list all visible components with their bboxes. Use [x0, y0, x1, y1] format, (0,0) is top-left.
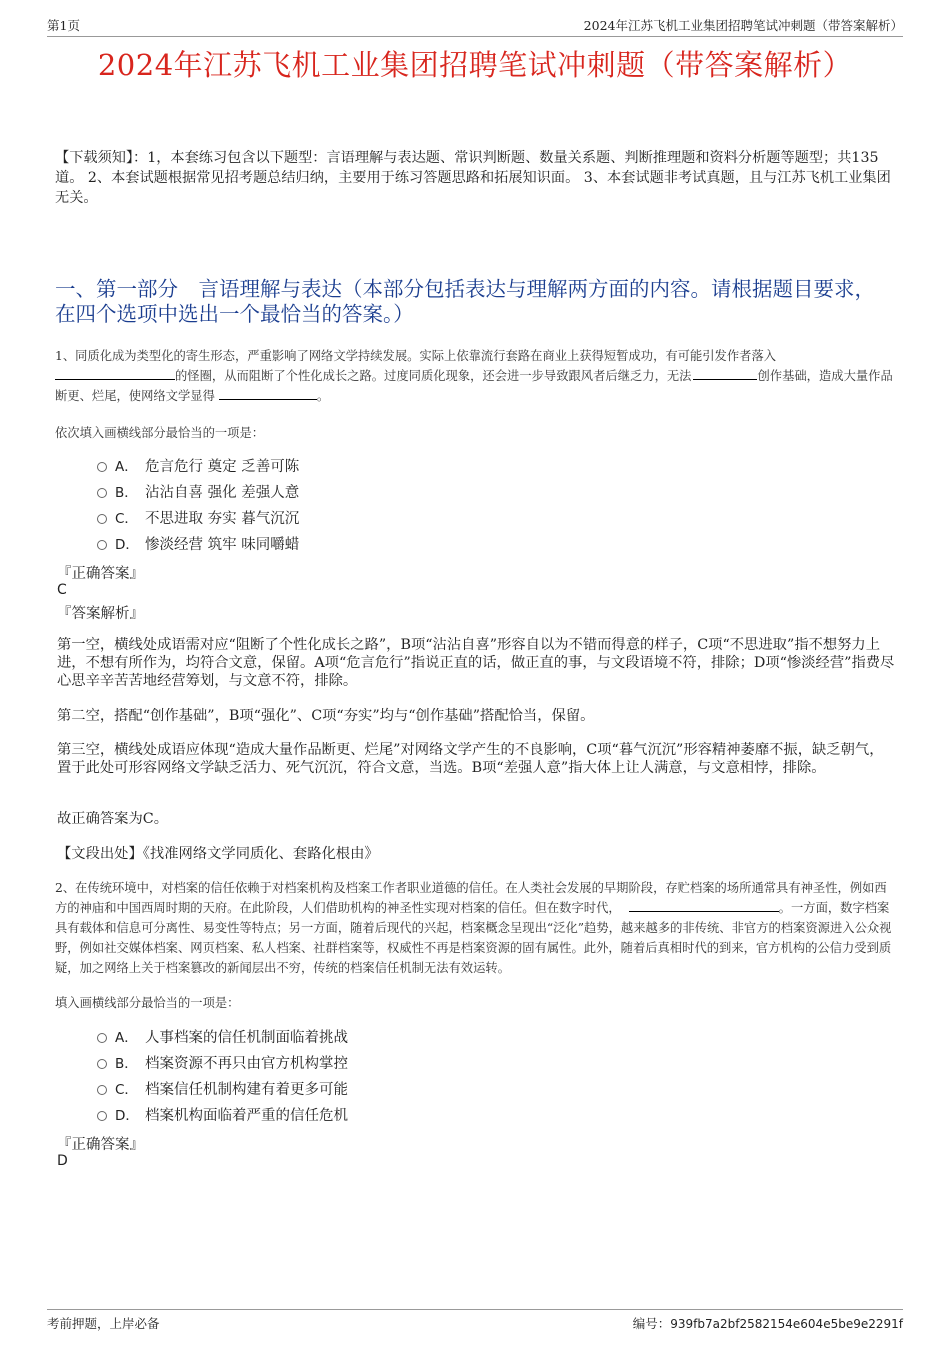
question-1-text: 1、同质化成为类型化的寄生形态，严重影响了网络文学持续发展。实际上依靠流行套路在商业上获得短暂成功，有可能引发作者落入 的怪圈，从而阻断了个性化成长之路。过度同质化现象，还会进一步导致跟风者后继乏力，无法 创作基础，造成大量作品断更、烂尾，使网络文学显得 。	[55, 349, 893, 403]
question-1-instruction: 依次填入画横线部分最恰当的一项是：	[55, 426, 265, 440]
question-2-instruction: 填入画横线部分最恰当的一项是：	[55, 996, 240, 1010]
option-a[interactable]: A． 人事档案的信任机制面临着挑战	[97, 1023, 348, 1049]
option-a[interactable]: A． 危言危行 奠定 乏善可陈	[97, 452, 299, 478]
blank-3	[219, 387, 317, 400]
document-code: 编号：939fb7a2bf2582154e604e5be9e2291f	[632, 1316, 903, 1331]
download-notice: 【下载须知】：1，本套练习包含以下题型：言语理解与表达题、常识判断题、数量关系题、判断推理题和资料分析题等题型；共135道。 2、本套试题根据常见招考题总结归纳，主要用于练习答题思路和拓展知识面。 3、本套试题非考试真题，且与江苏飞机工业集团无关。	[55, 150, 891, 206]
analysis-paragraph-2: 第二空，搭配“创作基础”，B项“强化”、C项“夯实”均与“创作基础”搭配恰当，保留。	[57, 708, 595, 724]
radio-button[interactable]	[97, 1111, 107, 1121]
radio-button[interactable]	[97, 514, 107, 524]
radio-button[interactable]	[97, 1033, 107, 1043]
analysis-paragraph-3: 第三空，横线处成语应体现“造成大量作品断更、烂尾”对网络文学产生的不良影响，C项“暮气沉沉”形容精神萎靡不振，缺乏朝气，置于此处可形容网络文学缺乏活力、死气沉沉，符合文意，当选。B项“差强人意”指大体上让人满意，与文意相悖，排除。	[57, 742, 884, 776]
analysis-label: 『答案解析』	[57, 606, 144, 622]
footer-slogan: 考前押题，上岸必备	[47, 1316, 160, 1331]
option-b[interactable]: B． 档案资源不再只由官方机构掌控	[97, 1049, 348, 1075]
page-header	[47, 14, 903, 37]
question-2-options	[97, 1023, 348, 1127]
question-1-options	[97, 452, 299, 556]
answer-value: D	[57, 1153, 68, 1169]
section-title: 一、第一部分 言语理解与表达（本部分包括表达与理解两方面的内容。请根据题目要求，在四个选项中选出一个最恰当的答案。）	[55, 277, 875, 326]
radio-button[interactable]	[97, 1059, 107, 1069]
radio-button[interactable]	[97, 488, 107, 498]
blank-2	[693, 367, 757, 380]
radio-button[interactable]	[97, 540, 107, 550]
page-footer	[47, 1309, 903, 1332]
analysis-paragraph-1: 第一空，横线处成语需对应“阻断了个性化成长之路”，B项“沾沾自喜”形容自以为不错而得意的样子，C项“不思进取”指不想努力上进，不想有所作为，均符合文意，保留。A项“危言危行”指说正直的话，做正直的事，与文段语境不符，排除；D项“惨淡经营”指费尽心思辛辛苦苦地经营筹划，与文意不符，排除。	[57, 637, 895, 689]
page-number: 第1页	[47, 18, 80, 33]
answer-label: 『正确答案』	[57, 1137, 144, 1153]
blank-1	[55, 367, 175, 380]
document-title: 2024年江苏飞机工业集团招聘笔试冲刺题（带答案解析）	[97, 48, 853, 82]
answer-value: C	[57, 582, 67, 598]
text-source: 【文段出处】《找准网络文学同质化、套路化根由》	[57, 846, 379, 862]
question-2-text: 2、在传统环境中，对档案的信任依赖于对档案机构及档案工作者职业道德的信任。在人类社会发展的早期阶段，存贮档案的场所通常具有神圣性，例如西方的神庙和中国西周时期的天府。在此阶段，人们借助机构的神圣性实现对档案的信任。但在数字时代， 。一方面，数字档案具有载体和信息可分离性、易变性等特点；另一方面，随着后现代的兴起，档案概念呈现出“泛化”趋势，越来越多的非传统、非官方的档案资源进入公众视野，例如社交媒体档案、网页档案、私人档案、社群档案等，权威性不再是档案资源的固有属性。此外，随着后真相时代的到来，官方机构的公信力受到质疑，加之网络上关于档案篡改的新闻层出不穷，传统的档案信任机制无法有效运转。	[55, 881, 892, 975]
option-d[interactable]: D． 档案机构面临着严重的信任危机	[97, 1101, 348, 1127]
answer-label: 『正确答案』	[57, 566, 144, 582]
radio-button[interactable]	[97, 462, 107, 472]
radio-button[interactable]	[97, 1085, 107, 1095]
header-doc-title: 2024年江苏飞机工业集团招聘笔试冲刺题（带答案解析）	[583, 18, 903, 33]
analysis-conclusion: 故正确答案为C。	[57, 811, 169, 827]
blank-1	[629, 899, 779, 912]
option-b[interactable]: B． 沾沾自喜 强化 差强人意	[97, 478, 299, 504]
option-c[interactable]: C． 不思进取 夯实 暮气沉沉	[97, 504, 299, 530]
option-c[interactable]: C． 档案信任机制构建有着更多可能	[97, 1075, 348, 1101]
option-d[interactable]: D． 惨淡经营 筑牢 味同嚼蜡	[97, 530, 299, 556]
